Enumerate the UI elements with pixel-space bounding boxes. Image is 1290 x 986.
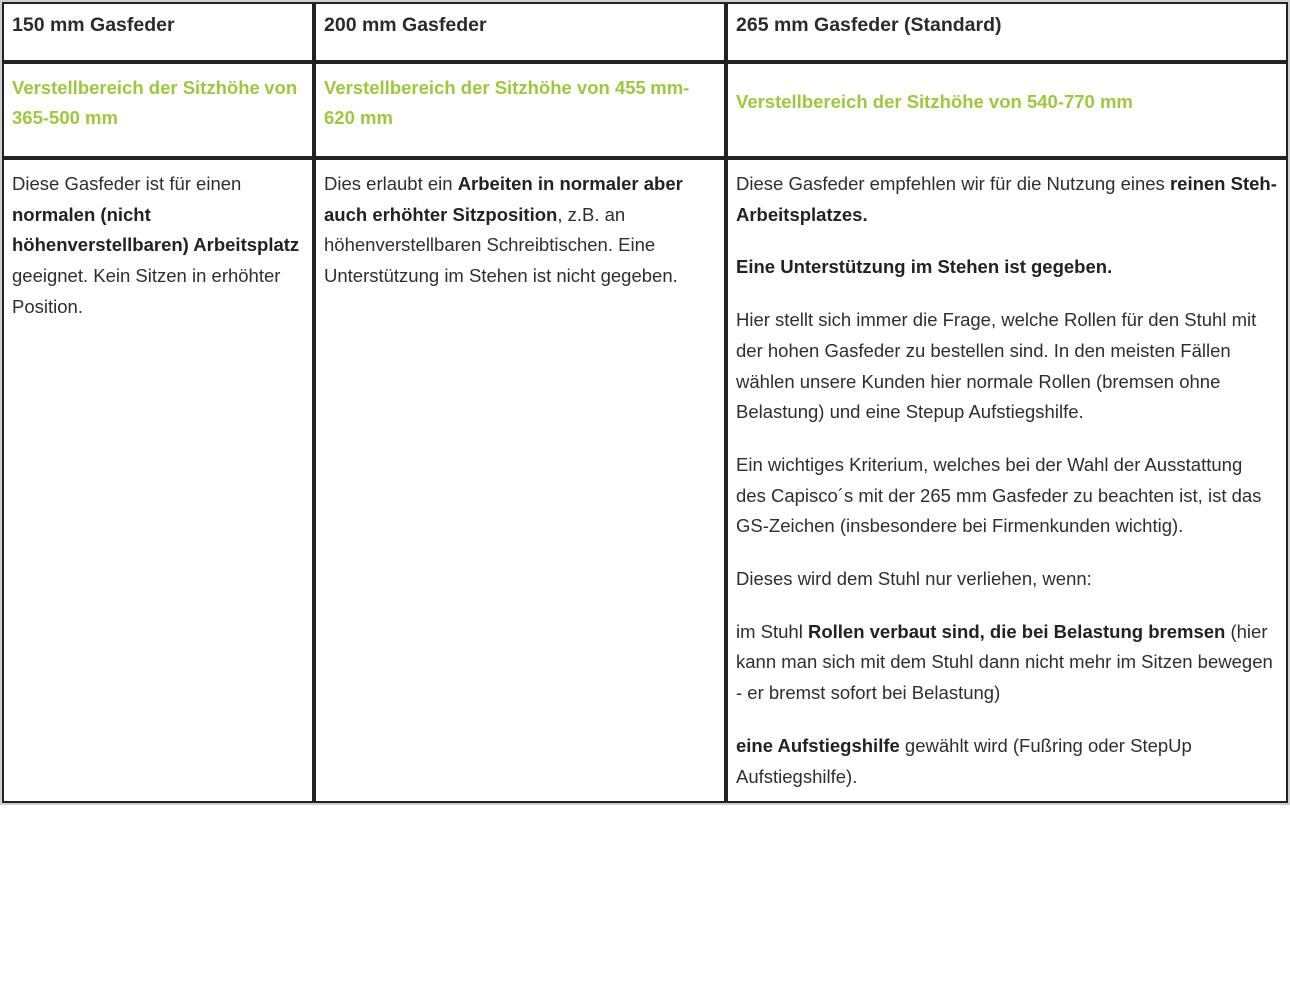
range-cell-265mm (726, 62, 1288, 158)
description-text-150mm (12, 169, 303, 323)
column-header-cell-200mm (314, 2, 726, 62)
text-run-bold: Eine Unterstützung im Stehen ist gegeben. (736, 256, 1113, 278)
description-text-265mm (736, 169, 1277, 792)
column-header-cell-265mm (726, 2, 1288, 62)
text-run: Diese Gasfeder empfehlen wir für die Nutzung eines (736, 173, 1170, 194)
range-text-150mm-line2: von 365-500 mm (12, 77, 298, 128)
paragraph (736, 169, 1277, 230)
range-text-265mm: Verstellbereich der Sitzhöhe von 540-770 mm (736, 91, 1133, 112)
text-run: (hier kann man sich mit dem Stuhl dann nicht mehr im Sitzen bewegen - er bremst sofort bei Belastung) (736, 620, 1273, 704)
table-row-descriptions (2, 158, 1288, 803)
paragraph (12, 169, 303, 323)
range-cell-200mm (314, 62, 726, 158)
description-cell-265mm (726, 158, 1288, 803)
text-run-bold: normalen (nicht höhenverstellbaren) Arbeitsplatz (12, 203, 300, 256)
column-header-265mm: 265 mm Gasfeder (Standard) (736, 14, 1002, 36)
paragraph: Hier stellt sich immer die Frage, welche Rollen für den Stuhl mit der hohen Gasfeder zu bestellen sind. In den meisten Fällen wählen unsere Kunden hier normale Rollen (bremsen ohne Belastung) und eine Stepup Aufstiegshilfe. (736, 309, 1257, 423)
range-text-200mm-line1: Verstellbereich der Sitzhöhe von 455 (324, 77, 646, 98)
column-header-cell-150mm (2, 2, 314, 62)
text-run: geeignet. Kein Sitzen in erhöhter Position. (12, 265, 281, 317)
description-cell-200mm (314, 158, 726, 803)
range-text-150mm-line1: Verstellbereich der Sitzhöhe (12, 77, 260, 98)
text-run-bold: reinen Steh-Arbeitsplatzes. (736, 173, 1277, 225)
text-run-bold: Arbeiten in normaler aber auch erhöhter Sitzposition (324, 173, 683, 225)
text-run-bold: Rollen verbaut sind, die bei Belastung bremsen (807, 620, 1226, 642)
description-text-200mm (324, 169, 715, 292)
column-header-150mm: 150 mm Gasfeder (12, 14, 175, 36)
text-run: Diese Gasfeder ist für einen (12, 173, 242, 194)
text-run: , z.B. an höhenverstellbaren Schreibtischen. Eine Unterstützung im Stehen ist nicht gegeben. (324, 203, 678, 287)
column-header-200mm: 200 mm Gasfeder (324, 14, 487, 36)
table-row-adjustment-ranges (2, 62, 1288, 158)
paragraph: Ein wichtiges Kriterium, welches bei der Wahl der Ausstattung des Capisco´s mit der 265 mm Gasfeder zu beachten ist, ist das GS-Zeichen (insbesondere bei Firmenkunden wichtig). (736, 453, 1262, 537)
description-cell-150mm (2, 158, 314, 803)
paragraph: Dieses wird dem Stuhl nur verliehen, wenn: (736, 568, 1092, 590)
table-row-headers (2, 2, 1288, 62)
text-run-bold: eine Aufstiegshilfe (736, 734, 900, 756)
text-run: im Stuhl (736, 620, 808, 642)
paragraph (736, 731, 1277, 792)
text-run: Dies erlaubt ein (324, 173, 458, 194)
range-text-200mm-line2: mm- 620 mm (324, 77, 690, 128)
paragraph (736, 252, 1277, 283)
paragraph (324, 169, 715, 292)
paragraph (736, 617, 1277, 709)
range-cell-150mm (2, 62, 314, 158)
text-run: gewählt wird (Fußring oder StepUp Aufstiegshilfe). (736, 734, 1192, 787)
